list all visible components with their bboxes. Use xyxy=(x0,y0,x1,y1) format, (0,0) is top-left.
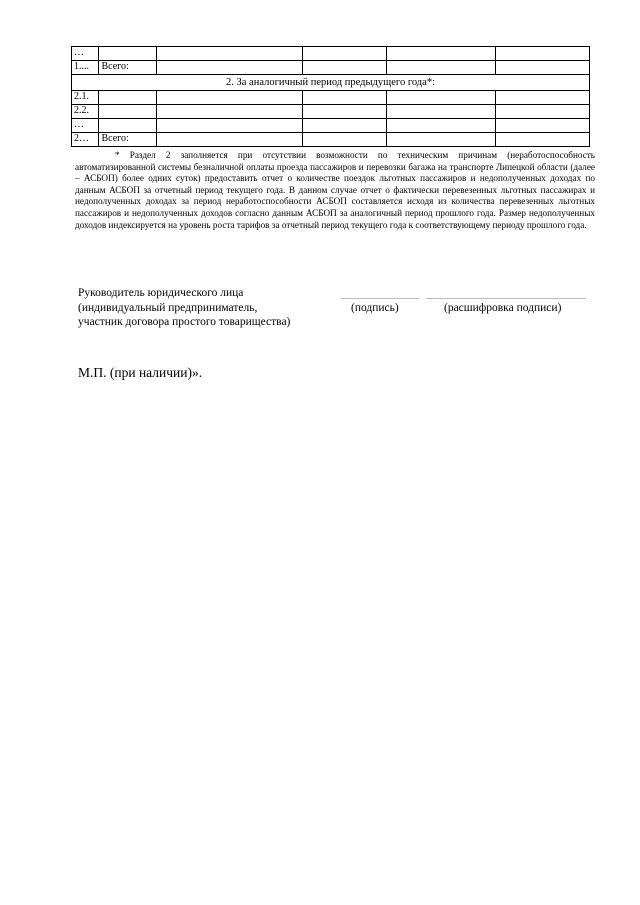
table-row xyxy=(72,91,590,105)
signatory-line-3: участник договора простого товарищества) xyxy=(78,316,291,328)
signatory-line-1: Руководитель юридического лица xyxy=(78,287,244,299)
row-name-cell xyxy=(99,91,157,105)
section-header-row xyxy=(72,75,590,91)
report-table xyxy=(71,46,590,147)
row-name-cell xyxy=(99,119,157,133)
row-number-cell: 2… xyxy=(72,133,99,147)
table-row xyxy=(72,47,590,61)
row-number-cell: … xyxy=(72,119,99,133)
signature-decode-label: (расшифровка подписи) xyxy=(444,302,562,314)
table-row xyxy=(72,105,590,119)
section2-title: 2. За аналогичный период предыдущего года*: xyxy=(72,75,590,91)
footnote-text: * Раздел 2 заполняется при отсутствии возможности по техническим причинам (неработоспособность автоматизированной системы безналичной оплаты проезда пассажиров и перевозки багажа на транспорте Липецкой области (далее – АСБОП) более одних суток) предоставить отчет о количестве поездок льготных пассажиров и недополученных доходах по данным АСБОП за отчетный период текущего года. В данном случае отчет о фактически перевезенных льготных пассажирах и недополученных доходах за период неработоспособности АСБОП составляется исходя из количества перевезенных льготных пассажиров и недополученных доходов согласно данным АСБОП за аналогичный период прошлого года. Размер недополученных доходов индексируется на уровень роста тарифов за отчетный период текущего года к соответствующему периоду прошлого года. xyxy=(75,150,595,230)
signatory-title xyxy=(78,286,338,330)
stamp-place-text: М.П. (при наличии)». xyxy=(78,365,203,380)
row-name-cell xyxy=(99,47,157,61)
signatory-line-2: (индивидуальный предприниматель, xyxy=(78,301,258,314)
signature-block xyxy=(78,286,598,336)
signature-line xyxy=(341,298,419,299)
signature-label: (подпись) xyxy=(351,302,399,314)
row-number-cell: 1.... xyxy=(72,61,99,75)
row-name-cell xyxy=(99,105,157,119)
table-row xyxy=(72,119,590,133)
row-number-cell: … xyxy=(72,47,99,61)
row-number-cell: 2.1. xyxy=(72,91,99,105)
signature-decode-line xyxy=(426,298,586,299)
table-row xyxy=(72,61,590,75)
row-name-cell: Всего: xyxy=(99,133,157,147)
table-row xyxy=(72,133,590,147)
row-name-cell: Всего: xyxy=(99,61,157,75)
row-number-cell: 2.2. xyxy=(72,105,99,119)
